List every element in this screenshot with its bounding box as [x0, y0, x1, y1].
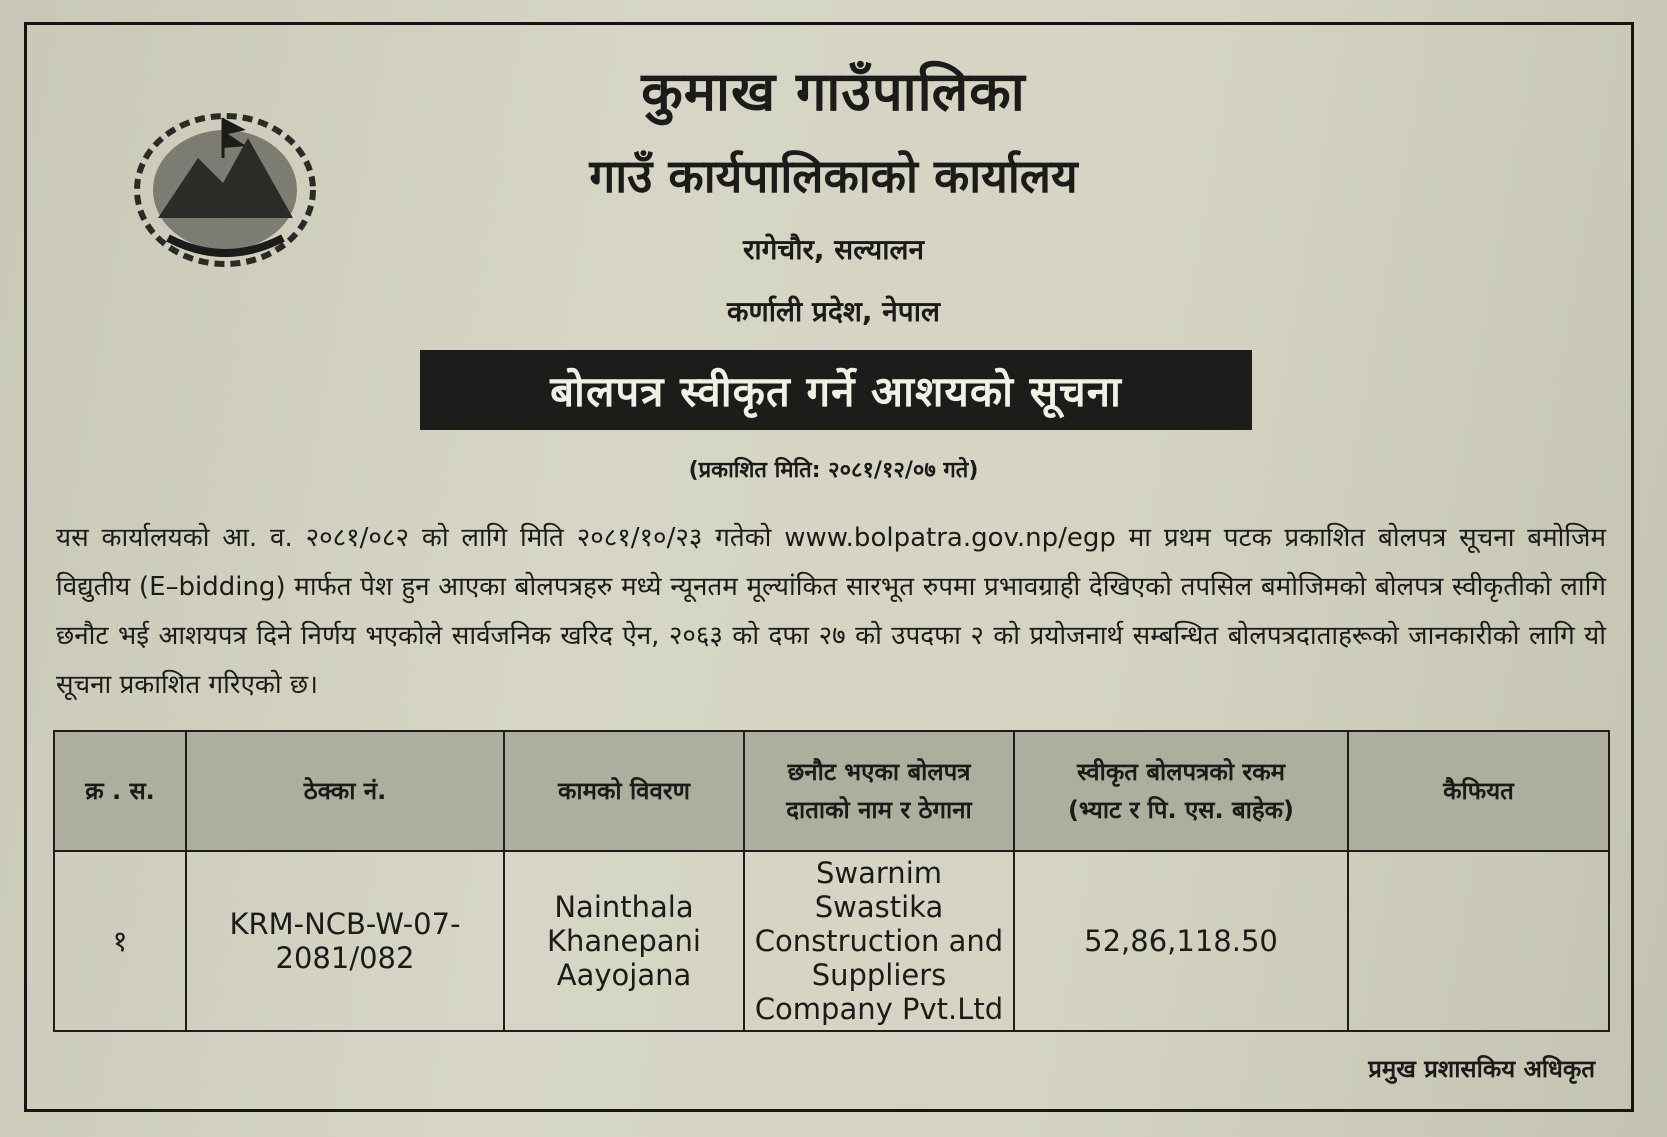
header-sn: क्र . स. — [54, 731, 186, 851]
award-table — [53, 730, 1610, 1032]
header-bidder-line2: दाताको नाम र ठेगाना — [786, 796, 972, 824]
header-remarks: कैफियत — [1348, 731, 1609, 851]
cell-bidder: Swarnim Swastika Construction and Suppliers Company Pvt.Ltd — [744, 851, 1014, 1031]
notice-body: यस कार्यालयको आ. व. २०८१/०८२ को लागि मिति २०८१/१०/२३ गतेको www.bolpatra.gov.np/egp मा प्रथम पटक प्रकाशित बोलपत्र सूचना बमोजिम विद्युतीय (E–bidding) मार्फत पेश हुन आएका बोलपत्रहरु मध्ये न्यूनतम मूल्यांकित सारभूत रुपमा प्रभावग्राही देखिएको तपसिल बमोजिमको बोलपत्र स्वीकृतीको लागि छनौट भई आशयपत्र दिने निर्णय भएकोले सार्वजनिक खरिद ऐन, २०६३ को दफा २७ को उपदफा २ को प्रयोजनार्थ सम्बन्धित बोलपत्रदाताहरूको जानकारीको लागि यो सूचना प्रकाशित गरिएको छ। — [56, 523, 1606, 700]
published-date: (प्रकाशित मिति: २०८१/१२/०७ गते) — [688, 458, 979, 483]
header-contract-no: ठेक्का नं. — [186, 731, 504, 851]
office-name: गाउँ कार्यपालिकाको कार्यालय — [589, 149, 1078, 203]
notice-title-banner: बोलपत्र स्वीकृत गर्ने आशयको सूचना — [420, 350, 1252, 430]
cell-sn: १ — [54, 851, 186, 1031]
cell-remarks — [1348, 851, 1609, 1031]
header-amount-line2: (भ्याट र पि. एस. बाहेक) — [1067, 796, 1295, 824]
cell-description: Nainthala Khanepani Aayojana — [504, 851, 744, 1031]
header-description: कामको विवरण — [504, 731, 744, 851]
address-line-1: रागेचौर, सल्यालन — [742, 233, 925, 266]
header-bidder — [744, 731, 1014, 851]
cell-contract-no: KRM-NCB-W-07-2081/082 — [186, 851, 504, 1031]
header-amount-line1: स्वीकृत बोलपत्रको रकम — [1076, 758, 1286, 786]
address-line-2: कर्णाली प्रदेश, नेपाल — [727, 295, 940, 328]
header-amount — [1014, 731, 1348, 851]
table-header-row — [54, 731, 1609, 851]
signatory: प्रमुख प्रशासकिय अधिकृत — [1368, 1055, 1595, 1083]
table-row — [54, 851, 1609, 1031]
org-name: कुमाख गाउँपालिका — [641, 60, 1026, 123]
cell-amount: 52,86,118.50 — [1014, 851, 1348, 1031]
header-bidder-line1: छनौट भएका बोलपत्र — [787, 758, 971, 786]
